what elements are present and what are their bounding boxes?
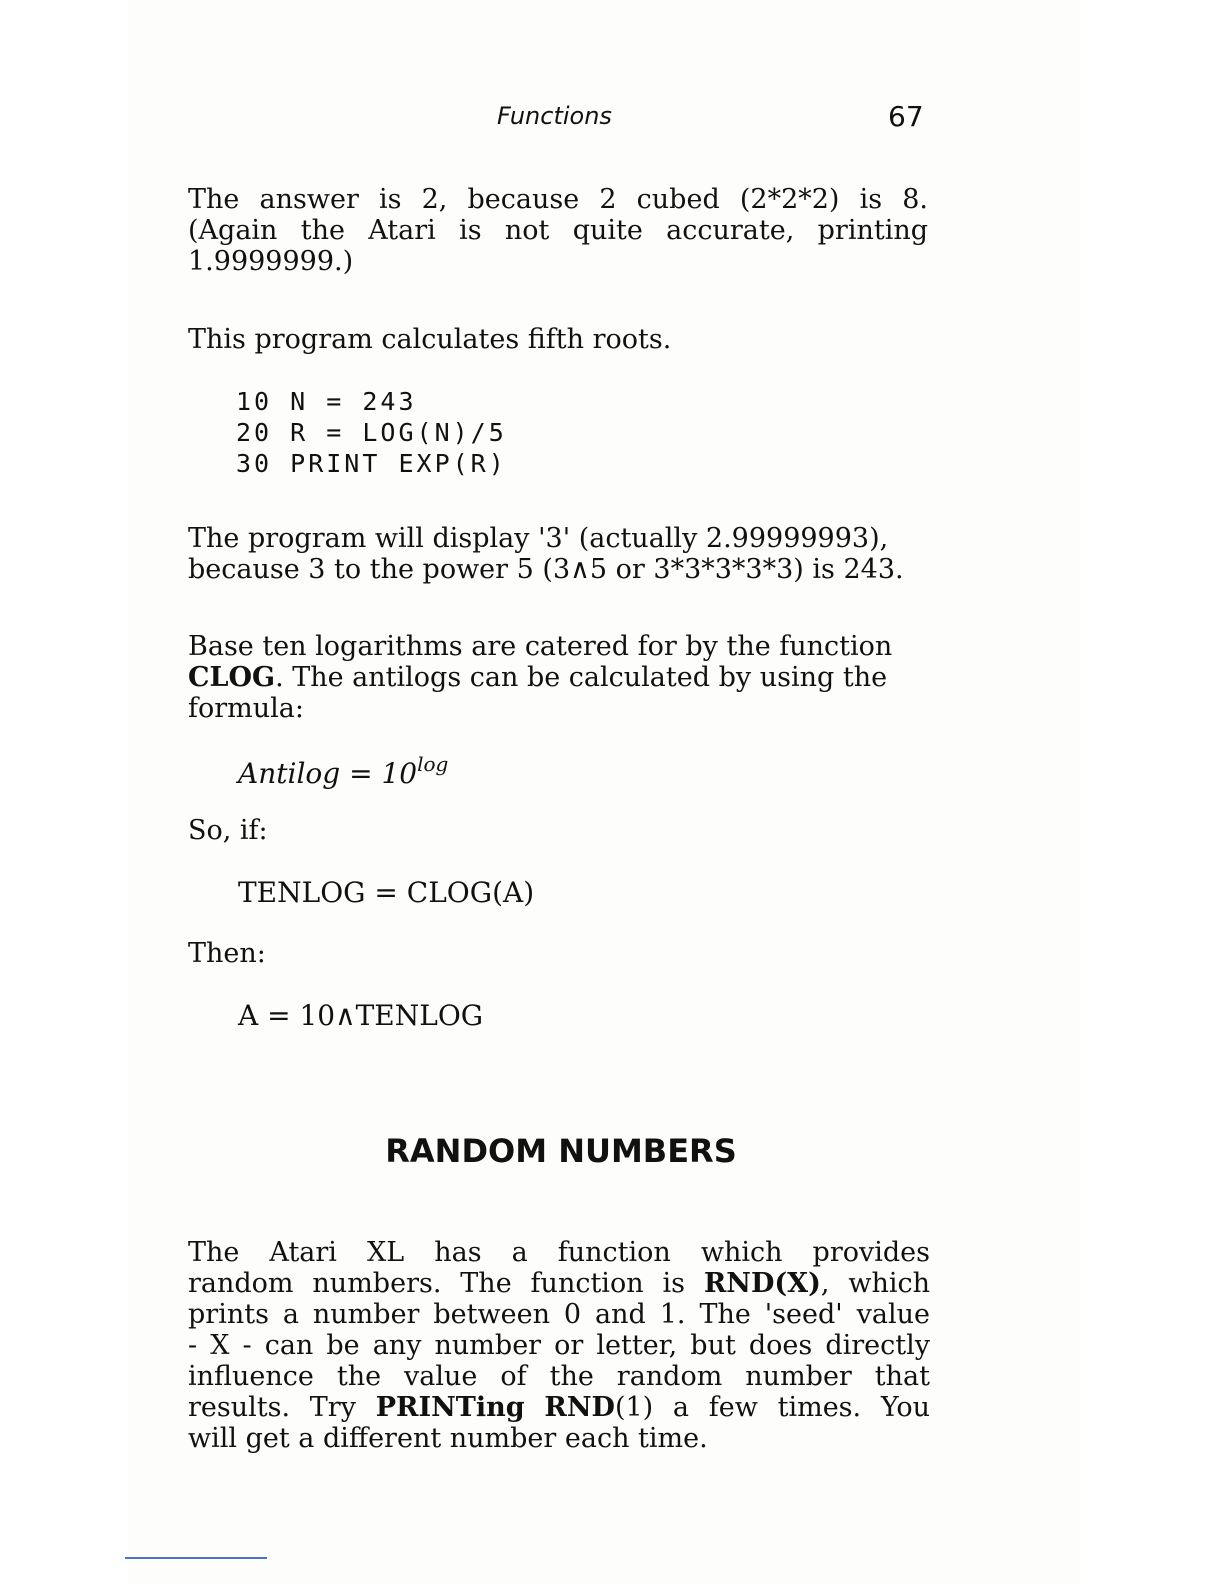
section-heading: RANDOM NUMBERS [385,1132,737,1170]
paragraph-line: The Atari XL has a function which provides [188,1237,930,1268]
paragraph-line: random numbers. The function is RND(X), which [188,1268,931,1299]
formula-base: 10 [381,757,418,790]
running-header-title: Functions [497,102,612,130]
formula-tenlog: TENLOG = CLOG(A) [238,876,535,909]
keyword-clog: CLOG [188,662,276,693]
paragraph-line: (Again the Atari is not quite accurate, printing [188,215,928,246]
formula-equals: = [340,757,382,790]
formula-a: A = 10∧TENLOG [238,999,484,1032]
code-line: 30 PRINT EXP(R) [236,449,507,478]
paragraph-line: CLOG. The antilogs can be calculated by using the [188,662,888,693]
paragraph-line: 1.9999999.) [188,246,354,277]
paragraph-line: The program will display '3' (actually 2.99999993), [188,523,889,554]
paragraph-line: will get a different number each time. [188,1423,708,1454]
formula-antilog [238,752,448,790]
paragraph-line: because 3 to the power 5 (3∧5 or 3*3*3*3*3) is 243. [188,554,904,585]
keyword-printing: PRINTing [375,1392,525,1423]
paragraph-base-ten [188,631,928,724]
paragraph-line: influence the value of the random number that [188,1361,930,1392]
formula-exponent: log [417,752,449,776]
formula-lhs: Antilog [238,757,341,790]
paragraph-program-result [188,523,928,585]
keyword-rnd-x: RND(X) [703,1268,821,1299]
paragraph-line: formula: [188,693,304,724]
paragraph-line: Base ten logarithms are catered for by the function [188,631,893,662]
text-so-if: So, if: [188,815,268,846]
paragraph-random-numbers [188,1237,930,1454]
code-listing [236,386,507,479]
text-then: Then: [188,938,266,969]
paragraph-line: - X - can be any number or letter, but does directly [188,1330,930,1361]
keyword-rnd: RND [544,1392,615,1423]
paragraph-line: results. Try PRINTing RND(1) a few times. You [188,1392,930,1423]
paragraph-line: The answer is 2, because 2 cubed (2*2*2) is 8. [188,184,928,215]
code-line: 20 R = LOG(N)/5 [236,418,507,447]
scan-artifact-line [125,1557,267,1559]
code-line: 10 N = 243 [236,387,417,416]
paragraph-program-intro: This program calculates fifth roots. [188,324,672,355]
paragraph-line: prints a number between 0 and 1. The 'seed' value [188,1299,930,1330]
paragraph-answer [188,184,928,277]
page-number: 67 [888,100,924,133]
